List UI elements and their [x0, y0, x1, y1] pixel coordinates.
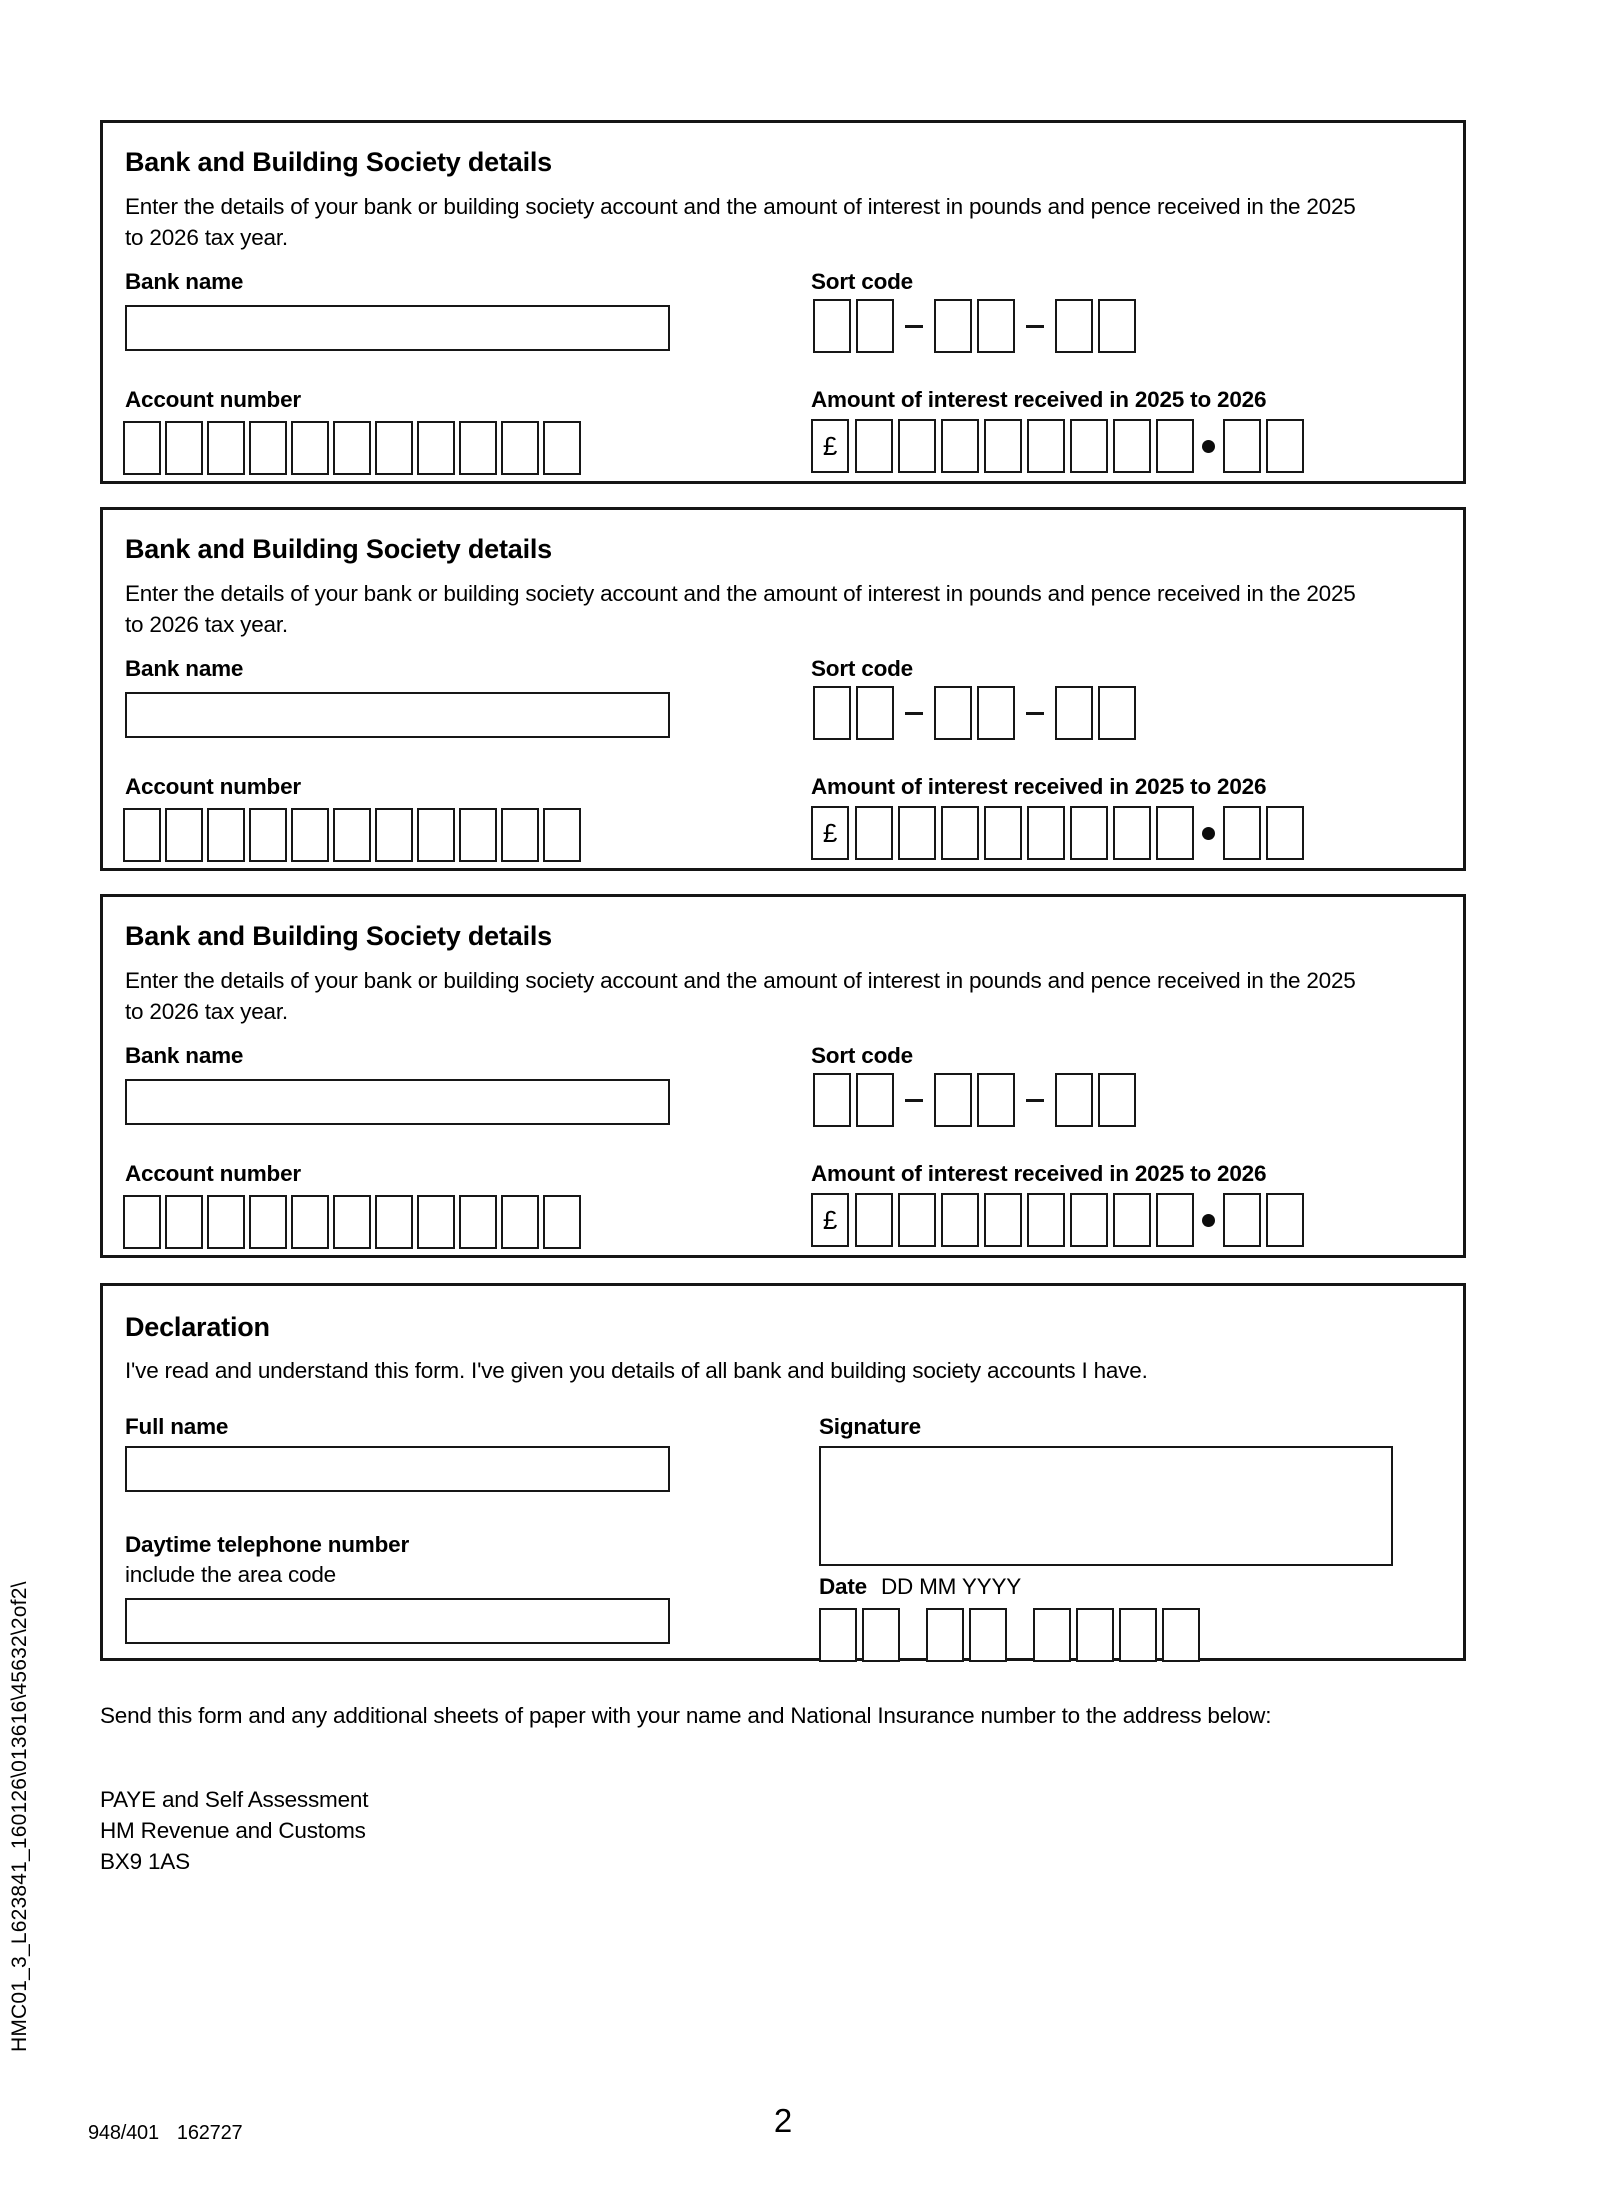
declaration-section	[100, 1283, 1466, 1661]
account-number-box[interactable]	[417, 808, 455, 862]
page-number: 2	[773, 2102, 793, 2139]
sort-code-box[interactable]	[813, 1073, 851, 1127]
section-description: Enter the details of your bank or building society account and the amount of interest in pounds and pence received in the 2025 to 2026 tax year.	[125, 581, 1356, 637]
section-heading: Bank and Building Society details	[125, 534, 552, 564]
send-instructions: Send this form and any additional sheets of paper with your name and National Insurance number to the address below:	[100, 1703, 1272, 1728]
sort-code-box[interactable]	[1098, 1073, 1136, 1127]
amount-pound-box[interactable]	[1156, 806, 1194, 860]
full-name-field[interactable]	[125, 1446, 670, 1492]
bank-name-label: Bank name	[125, 269, 244, 294]
date-month-box[interactable]	[926, 1608, 964, 1662]
date-year-box[interactable]	[1033, 1608, 1071, 1662]
sort-code-row	[813, 686, 1136, 740]
account-number-box[interactable]	[291, 1195, 329, 1249]
account-number-box[interactable]	[417, 421, 455, 475]
daytime-telephone-label: Daytime telephone number	[125, 1532, 410, 1557]
account-number-box[interactable]	[291, 808, 329, 862]
date-format-label: DD MM YYYY	[880, 1574, 1022, 1599]
sort-code-box[interactable]	[1098, 299, 1136, 353]
amount-of-interest-label: Amount of interest received in 2025 to 2026	[811, 774, 1267, 799]
sort-code-box[interactable]	[934, 686, 972, 740]
amount-pound-box[interactable]	[1027, 419, 1065, 473]
amount-pound-box[interactable]	[941, 1193, 979, 1247]
decimal-point-dot	[1202, 827, 1215, 840]
bank-details-section-3	[100, 894, 1466, 1258]
amount-pound-box[interactable]	[941, 419, 979, 473]
account-number-box[interactable]	[249, 808, 287, 862]
address-line: HM Revenue and Customs	[100, 1818, 366, 1843]
signature-label: Signature	[819, 1414, 921, 1439]
date-label: Date	[819, 1574, 867, 1599]
amount-pound-box[interactable]	[984, 419, 1022, 473]
sort-code-dash	[1026, 325, 1044, 328]
account-number-box[interactable]	[543, 421, 581, 475]
bank-name-label: Bank name	[125, 1043, 244, 1068]
amount-pound-box[interactable]	[1113, 419, 1151, 473]
amount-pound-box[interactable]	[1070, 419, 1108, 473]
date-day-box[interactable]	[819, 1608, 857, 1662]
account-number-row	[123, 808, 581, 862]
sort-code-dash	[905, 325, 923, 328]
sort-code-dash	[905, 712, 923, 715]
section-description: Enter the details of your bank or building society account and the amount of interest in pounds and pence received in the 2025 to 2026 tax year.	[125, 968, 1356, 1024]
declaration-heading: Declaration	[125, 1312, 270, 1342]
amount-pound-box[interactable]	[898, 1193, 936, 1247]
signature-field[interactable]	[819, 1446, 1393, 1566]
account-number-box[interactable]	[291, 421, 329, 475]
amount-pound-box[interactable]	[855, 1193, 893, 1247]
currency-pound-box: £	[811, 1193, 849, 1247]
amount-pound-box[interactable]	[855, 806, 893, 860]
date-year-box[interactable]	[1119, 1608, 1157, 1662]
bank-name-label: Bank name	[125, 656, 244, 681]
account-number-box[interactable]	[501, 808, 539, 862]
print-code: 162727	[176, 2122, 243, 2144]
sort-code-row	[813, 299, 1136, 353]
account-number-box[interactable]	[165, 808, 203, 862]
date-month-box[interactable]	[969, 1608, 1007, 1662]
account-number-label: Account number	[125, 1161, 301, 1186]
amount-pound-box[interactable]	[898, 419, 936, 473]
sort-code-box[interactable]	[813, 686, 851, 740]
amount-pence-box[interactable]	[1223, 806, 1261, 860]
section-heading: Bank and Building Society details	[125, 921, 552, 951]
account-number-box[interactable]	[543, 808, 581, 862]
sort-code-box[interactable]	[977, 686, 1015, 740]
sort-code-box[interactable]	[934, 299, 972, 353]
account-number-box[interactable]	[375, 421, 413, 475]
sort-code-box[interactable]	[1055, 686, 1093, 740]
account-number-box[interactable]	[543, 1195, 581, 1249]
amount-pence-box[interactable]	[1223, 419, 1261, 473]
date-day-box[interactable]	[862, 1608, 900, 1662]
amount-pence-box[interactable]	[1266, 1193, 1304, 1247]
amount-pound-box[interactable]	[1156, 419, 1194, 473]
account-number-box[interactable]	[459, 1195, 497, 1249]
bank-name-field[interactable]	[125, 1079, 670, 1125]
sort-code-dash	[905, 1099, 923, 1102]
amount-pound-box[interactable]	[1027, 1193, 1065, 1247]
sort-code-label: Sort code	[811, 269, 913, 294]
area-code-hint: include the area code	[125, 1562, 336, 1587]
account-number-box[interactable]	[165, 421, 203, 475]
sort-code-box[interactable]	[1098, 686, 1136, 740]
sort-code-box[interactable]	[813, 299, 851, 353]
bank-details-section-1	[100, 120, 1466, 484]
account-number-box[interactable]	[501, 1195, 539, 1249]
decimal-point-dot	[1202, 1214, 1215, 1227]
account-number-box[interactable]	[459, 421, 497, 475]
section-description: Enter the details of your bank or building society account and the amount of interest in pounds and pence received in the 2025 to 2026 tax year.	[125, 194, 1356, 250]
section-heading: Bank and Building Society details	[125, 147, 552, 177]
amount-pound-box[interactable]	[855, 419, 893, 473]
account-number-box[interactable]	[123, 1195, 161, 1249]
sort-code-row	[813, 1073, 1136, 1127]
account-number-box[interactable]	[417, 1195, 455, 1249]
account-number-box[interactable]	[375, 1195, 413, 1249]
date-year-box[interactable]	[1162, 1608, 1200, 1662]
account-number-box[interactable]	[375, 808, 413, 862]
address-line: BX9 1AS	[100, 1849, 190, 1874]
amount-of-interest-label: Amount of interest received in 2025 to 2026	[811, 387, 1267, 412]
amount-row	[811, 806, 1304, 860]
account-number-box[interactable]	[333, 1195, 371, 1249]
account-number-box[interactable]	[207, 421, 245, 475]
amount-of-interest-label: Amount of interest received in 2025 to 2026	[811, 1161, 1267, 1186]
account-number-label: Account number	[125, 387, 301, 412]
address-line: PAYE and Self Assessment	[100, 1787, 369, 1812]
amount-pound-box[interactable]	[1156, 1193, 1194, 1247]
amount-pound-box[interactable]	[984, 806, 1022, 860]
amount-pence-box[interactable]	[1266, 419, 1304, 473]
amount-pound-box[interactable]	[941, 806, 979, 860]
account-number-row	[123, 421, 581, 475]
amount-row	[811, 1193, 1304, 1247]
amount-pence-box[interactable]	[1266, 806, 1304, 860]
amount-pound-box[interactable]	[1113, 806, 1151, 860]
bank-details-section-2	[100, 507, 1466, 871]
sort-code-label: Sort code	[811, 1043, 913, 1068]
sort-code-box[interactable]	[856, 299, 894, 353]
date-row	[819, 1608, 1200, 1662]
daytime-telephone-field[interactable]	[125, 1598, 670, 1644]
postal-address	[100, 1784, 368, 1877]
account-number-box[interactable]	[501, 421, 539, 475]
account-number-box[interactable]	[207, 808, 245, 862]
account-number-box[interactable]	[459, 808, 497, 862]
account-number-box[interactable]	[249, 1195, 287, 1249]
account-number-box[interactable]	[333, 421, 371, 475]
decimal-point-dot	[1202, 440, 1215, 453]
amount-pound-box[interactable]	[1027, 806, 1065, 860]
bank-name-field[interactable]	[125, 692, 670, 738]
account-number-box[interactable]	[249, 421, 287, 475]
amount-row	[811, 419, 1304, 473]
amount-pound-box[interactable]	[1070, 806, 1108, 860]
date-label-row	[819, 1574, 1021, 1600]
account-number-box[interactable]	[333, 808, 371, 862]
sort-code-dash	[1026, 1099, 1044, 1102]
document-reference-code: HMC01_3_L623841_160126\013616\45632\2of2\	[8, 1581, 31, 2052]
declaration-statement: I've read and understand this form. I've given you details of all bank and building society accounts I have.	[125, 1358, 1148, 1383]
full-name-label: Full name	[125, 1414, 229, 1439]
form-reference: 948/401	[88, 2122, 159, 2144]
amount-pound-box[interactable]	[1113, 1193, 1151, 1247]
account-number-box[interactable]	[123, 421, 161, 475]
amount-pound-box[interactable]	[898, 806, 936, 860]
sort-code-box[interactable]	[1055, 299, 1093, 353]
sort-code-box[interactable]	[977, 299, 1015, 353]
account-number-box[interactable]	[207, 1195, 245, 1249]
amount-pound-box[interactable]	[1070, 1193, 1108, 1247]
sort-code-label: Sort code	[811, 656, 913, 681]
currency-pound-box: £	[811, 419, 849, 473]
amount-pound-box[interactable]	[984, 1193, 1022, 1247]
sort-code-box[interactable]	[856, 686, 894, 740]
sort-code-box[interactable]	[1055, 1073, 1093, 1127]
date-year-box[interactable]	[1076, 1608, 1114, 1662]
sort-code-dash	[1026, 712, 1044, 715]
account-number-box[interactable]	[165, 1195, 203, 1249]
amount-pence-box[interactable]	[1223, 1193, 1261, 1247]
account-number-row	[123, 1195, 581, 1249]
account-number-label: Account number	[125, 774, 301, 799]
sort-code-box[interactable]	[856, 1073, 894, 1127]
sort-code-box[interactable]	[934, 1073, 972, 1127]
sort-code-box[interactable]	[977, 1073, 1015, 1127]
currency-pound-box: £	[811, 806, 849, 860]
account-number-box[interactable]	[123, 808, 161, 862]
bank-name-field[interactable]	[125, 305, 670, 351]
